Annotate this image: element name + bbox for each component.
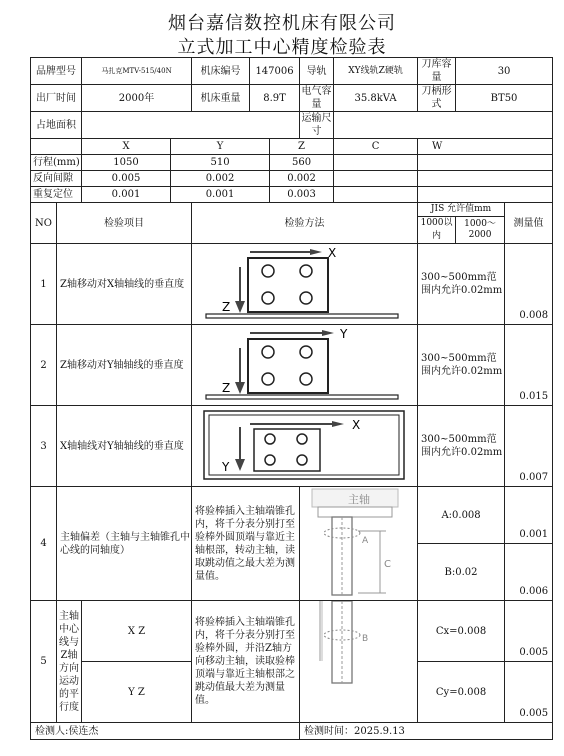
point-b-label: B [362,634,369,644]
row-value: 0.007 [505,406,553,487]
travel-y: 510 [171,155,270,171]
repeat-w [418,187,553,203]
axis-label-h: X [352,418,361,432]
tool-cap-value: 30 [456,58,553,85]
year-label: 出厂时间 [31,85,82,112]
weight-label: 机床重量 [192,85,250,112]
row-item: 主轴偏差（主轴与主轴锥孔中心线的同轴度） [57,487,192,601]
check-row-1 [31,244,553,325]
travel-label: 行程(mm) [31,155,82,171]
perpendicularity-diagram [192,245,418,323]
backlash-w [418,171,553,187]
diagram-cell [300,601,418,723]
inspection-table [30,57,553,740]
row-no: 2 [31,325,57,406]
diagram-cell [300,487,418,601]
repeat-y: 0.001 [171,187,270,203]
column-header-row [31,203,553,217]
axis-x: X [82,139,171,155]
axis-label-h: X [328,246,337,260]
travel-row [31,155,553,171]
axis-y: Y [171,139,270,155]
row-method: 将验棒插入主轴端锥孔内，将千分表分别打至验棒外圆顶端与靠近主轴根部，转动主轴，读取跳动值之最大差为测量值。 [192,487,300,601]
cy-reading: Cy=0.008 [418,662,505,723]
repeat-z: 0.003 [270,187,334,203]
info-row-2 [31,85,553,112]
row-no: 1 [31,244,57,325]
backlash-c [334,171,418,187]
axis-c: C [334,139,418,155]
diagram-cell [192,244,418,325]
backlash-row [31,171,553,187]
brand-label: 品牌型号 [31,58,82,85]
backlash-z: 0.002 [270,171,334,187]
point-a-label: A [362,536,369,546]
backlash-y: 0.002 [171,171,270,187]
cx-reading: Cx=0.008 [418,601,505,662]
cy-value: 0.005 [505,662,553,723]
perpendicularity-diagram [192,326,418,404]
col-measured: 测量值 [505,203,553,244]
repeat-x: 0.001 [82,187,171,203]
sub-yz: Y Z [82,662,192,723]
col-jis: JIS 允许值mm [418,203,505,217]
row-method: 将验棒插入主轴端锥孔内，将千分表分别打至验棒外圆，并沿Z轴方向移动主轴，读取验棒顶端与靠近主轴根部之跳动值最大差为测量值。 [192,601,300,723]
travel-c [334,155,418,171]
area-value [82,112,300,139]
row-tol: 300~500mm范围内允许0.02mm [418,244,505,325]
power-label: 电气容量 [301,86,332,110]
row-value: 0.015 [505,325,553,406]
company-title: 烟台嘉信数控机床有限公司 [168,13,396,34]
transport-label: 运输尺寸 [301,113,332,137]
perpendicularity-diagram [192,407,418,485]
check-row-5 [31,601,553,662]
inspection-date: 检测时间：2025.9.13 [300,723,553,740]
axis-w: W [418,139,553,155]
machine-no-label: 机床编号 [192,58,250,85]
a-value: 0.001 [505,487,553,544]
travel-w [418,155,553,171]
check-row-3 [31,406,553,487]
row-item: X轴轴线对Y轴轴线的垂直度 [57,406,192,487]
backlash-x: 0.005 [82,171,171,187]
row-item: Z轴移动对Y轴轴线的垂直度 [57,325,192,406]
holder-label: 刀柄形式 [418,85,456,112]
check-row-4 [31,487,553,544]
check-row-2 [31,325,553,406]
col-no: NO [31,203,57,244]
holder-value: BT50 [456,85,553,112]
repeat-row [31,187,553,203]
axis-header-row [31,139,553,155]
repeat-c [334,187,418,203]
col-method: 检验方法 [192,203,418,244]
tool-cap-label: 刀库容量 [418,58,456,85]
area-label: 占地面积 [31,112,82,139]
axis-label-v: Z [222,381,231,395]
col-tol1: 1000以内 [418,217,456,244]
rail-label: 导轨 [300,58,334,85]
form-title: 立式加工中心精度检验表 [177,37,387,58]
length-c-label: C [384,559,392,570]
axis-label-v: Z [222,300,231,314]
b-reading: B:0.02 [418,544,505,601]
parallelism-diagram [300,601,414,721]
power-value: 35.8kVA [334,85,418,112]
weight-value: 8.9T [250,85,300,112]
row-no: 3 [31,406,57,487]
a-reading: A:0.008 [418,487,505,544]
machine-no-value: 147006 [250,58,300,85]
rail-value: XY线轨Z硬轨 [334,58,418,85]
col-tol2: 1000～2000 [456,217,505,244]
axis-label-h: Y [340,327,348,341]
axis-z: Z [270,139,334,155]
year-value: 2000年 [82,85,192,112]
row-tol: 300~500mm范围内允许0.02mm [418,325,505,406]
info-row-3 [31,112,553,139]
travel-x: 1050 [82,155,171,171]
transport-value [334,112,553,139]
cx-value: 0.005 [505,601,553,662]
row-value: 0.008 [505,244,553,325]
sub-xz: X Z [82,601,192,662]
diagram-cell [192,325,418,406]
row-no: 4 [31,487,57,601]
axis-label-v: Y [222,460,230,474]
backlash-label: 反向间隙 [31,171,82,187]
inspector: 检测人:侯连杰 [31,723,300,740]
brand-value: 马扎克MTV-515/40N [82,58,192,85]
footer-row [31,723,553,740]
spindle-runout-diagram [300,487,414,597]
row-tol: 300~500mm范围内允许0.02mm [418,406,505,487]
info-row-1 [31,58,553,85]
repeat-label: 重复定位 [31,187,82,203]
diagram-cell [192,406,418,487]
col-item: 检验项目 [57,203,192,244]
b-value: 0.006 [505,544,553,601]
row-no: 5 [31,601,57,723]
travel-z: 560 [270,155,334,171]
row-item: 主轴中心线与Z轴方向运动的平行度 [57,601,82,723]
row-item: Z轴移动对X轴轴线的垂直度 [57,244,192,325]
spindle-label: 主轴 [348,493,371,506]
